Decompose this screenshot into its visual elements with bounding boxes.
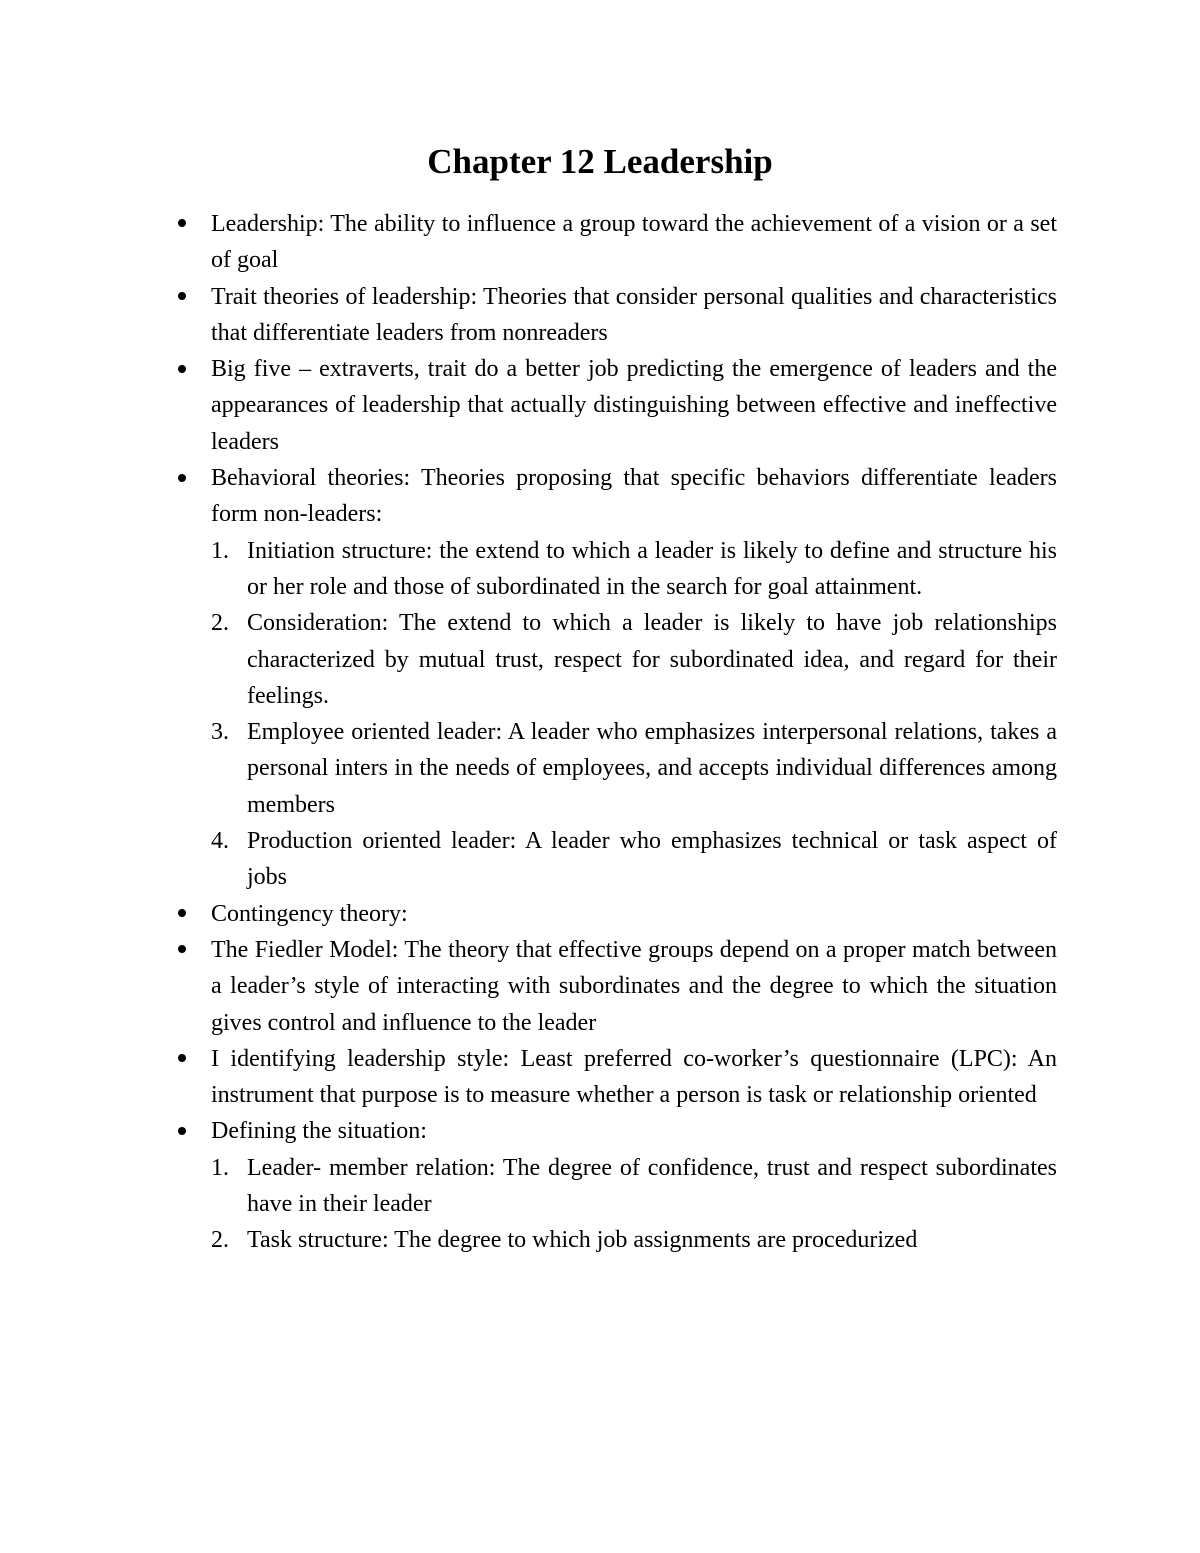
bullet-item-trait-theories (211, 279, 1057, 352)
bullet-item-behavioral-theories (211, 460, 1057, 533)
numbered-item-task-structure (211, 1222, 1057, 1258)
numbered-item-production-oriented (211, 823, 1057, 896)
list-number: 2. (211, 1227, 229, 1254)
bullet-text: Defining the situation: (211, 1118, 427, 1145)
bullet-item-contingency-theory (211, 896, 1057, 932)
numbered-item-leader-member-relation (211, 1150, 1057, 1223)
numbered-item-consideration (211, 605, 1057, 714)
bullet-icon (175, 206, 189, 242)
bullet-icon (175, 351, 189, 387)
bullet-icon (175, 932, 189, 968)
numbered-item-employee-oriented (211, 714, 1057, 823)
bullet-icon (175, 460, 189, 496)
numbered-text: Production oriented leader: A leader who emphasizes technical or task aspect of jobs (247, 828, 1057, 891)
list-number: 2. (211, 610, 229, 637)
bullet-text: Behavioral theories: Theories proposing that specific behaviors differentiate leaders form non-leaders: (211, 465, 1057, 528)
bullet-icon (175, 896, 189, 932)
bullet-icon (175, 279, 189, 315)
numbered-text: Task structure: The degree to which job assignments are procedurized (247, 1227, 918, 1254)
bullet-text: Big five – extraverts, trait do a better job predicting the emergence of leaders and the appearances of leadership that actually distinguishing between effective and ineffective leaders (211, 356, 1057, 455)
bullet-icon (175, 1041, 189, 1077)
document-body (211, 206, 1057, 1259)
bullet-item-fiedler-model (211, 932, 1057, 1041)
bullet-item-leadership-style (211, 1041, 1057, 1114)
bullet-item-leadership (211, 206, 1057, 279)
bullet-icon (175, 1113, 189, 1149)
list-number: 1. (211, 537, 229, 564)
numbered-text: Initiation structure: the extend to which a leader is likely to define and structure his or her role and those of subordinated in the search for goal attainment. (247, 537, 1057, 600)
bullet-item-defining-situation (211, 1113, 1057, 1149)
list-number: 1. (211, 1154, 229, 1181)
numbered-text: Employee oriented leader: A leader who emphasizes interpersonal relations, takes a personal inters in the needs of employees, and accepts individual differences among members (247, 719, 1057, 818)
list-number: 4. (211, 828, 229, 855)
numbered-text: Leader- member relation: The degree of confidence, trust and respect subordinates have in their leader (247, 1154, 1057, 1218)
bullet-text: Leadership: The ability to influence a group toward the achievement of a vision or a set of goal (211, 211, 1057, 274)
bullet-item-big-five (211, 351, 1057, 460)
bullet-text: I identifying leadership style: Least preferred co-worker’s questionnaire (LPC): An instrument that purpose is to measure whether a person is task or relationship oriented (211, 1045, 1057, 1109)
page-title: Chapter 12 Leadership (427, 142, 773, 181)
numbered-text: Consideration: The extend to which a leader is likely to have job relationships characterized by mutual trust, respect for subordinated idea, and regard for their feelings. (247, 610, 1057, 709)
bullet-text: The Fiedler Model: The theory that effective groups depend on a proper match between a leader’s style of interacting with subordinates and the degree to which the situation gives control and influence to the leader (211, 936, 1057, 1036)
numbered-item-initiation-structure (211, 533, 1057, 606)
list-number: 3. (211, 719, 229, 746)
bullet-text: Contingency theory: (211, 900, 408, 927)
bullet-text: Trait theories of leadership: Theories that consider personal qualities and characteristics that differentiate leaders from nonreaders (211, 283, 1057, 346)
